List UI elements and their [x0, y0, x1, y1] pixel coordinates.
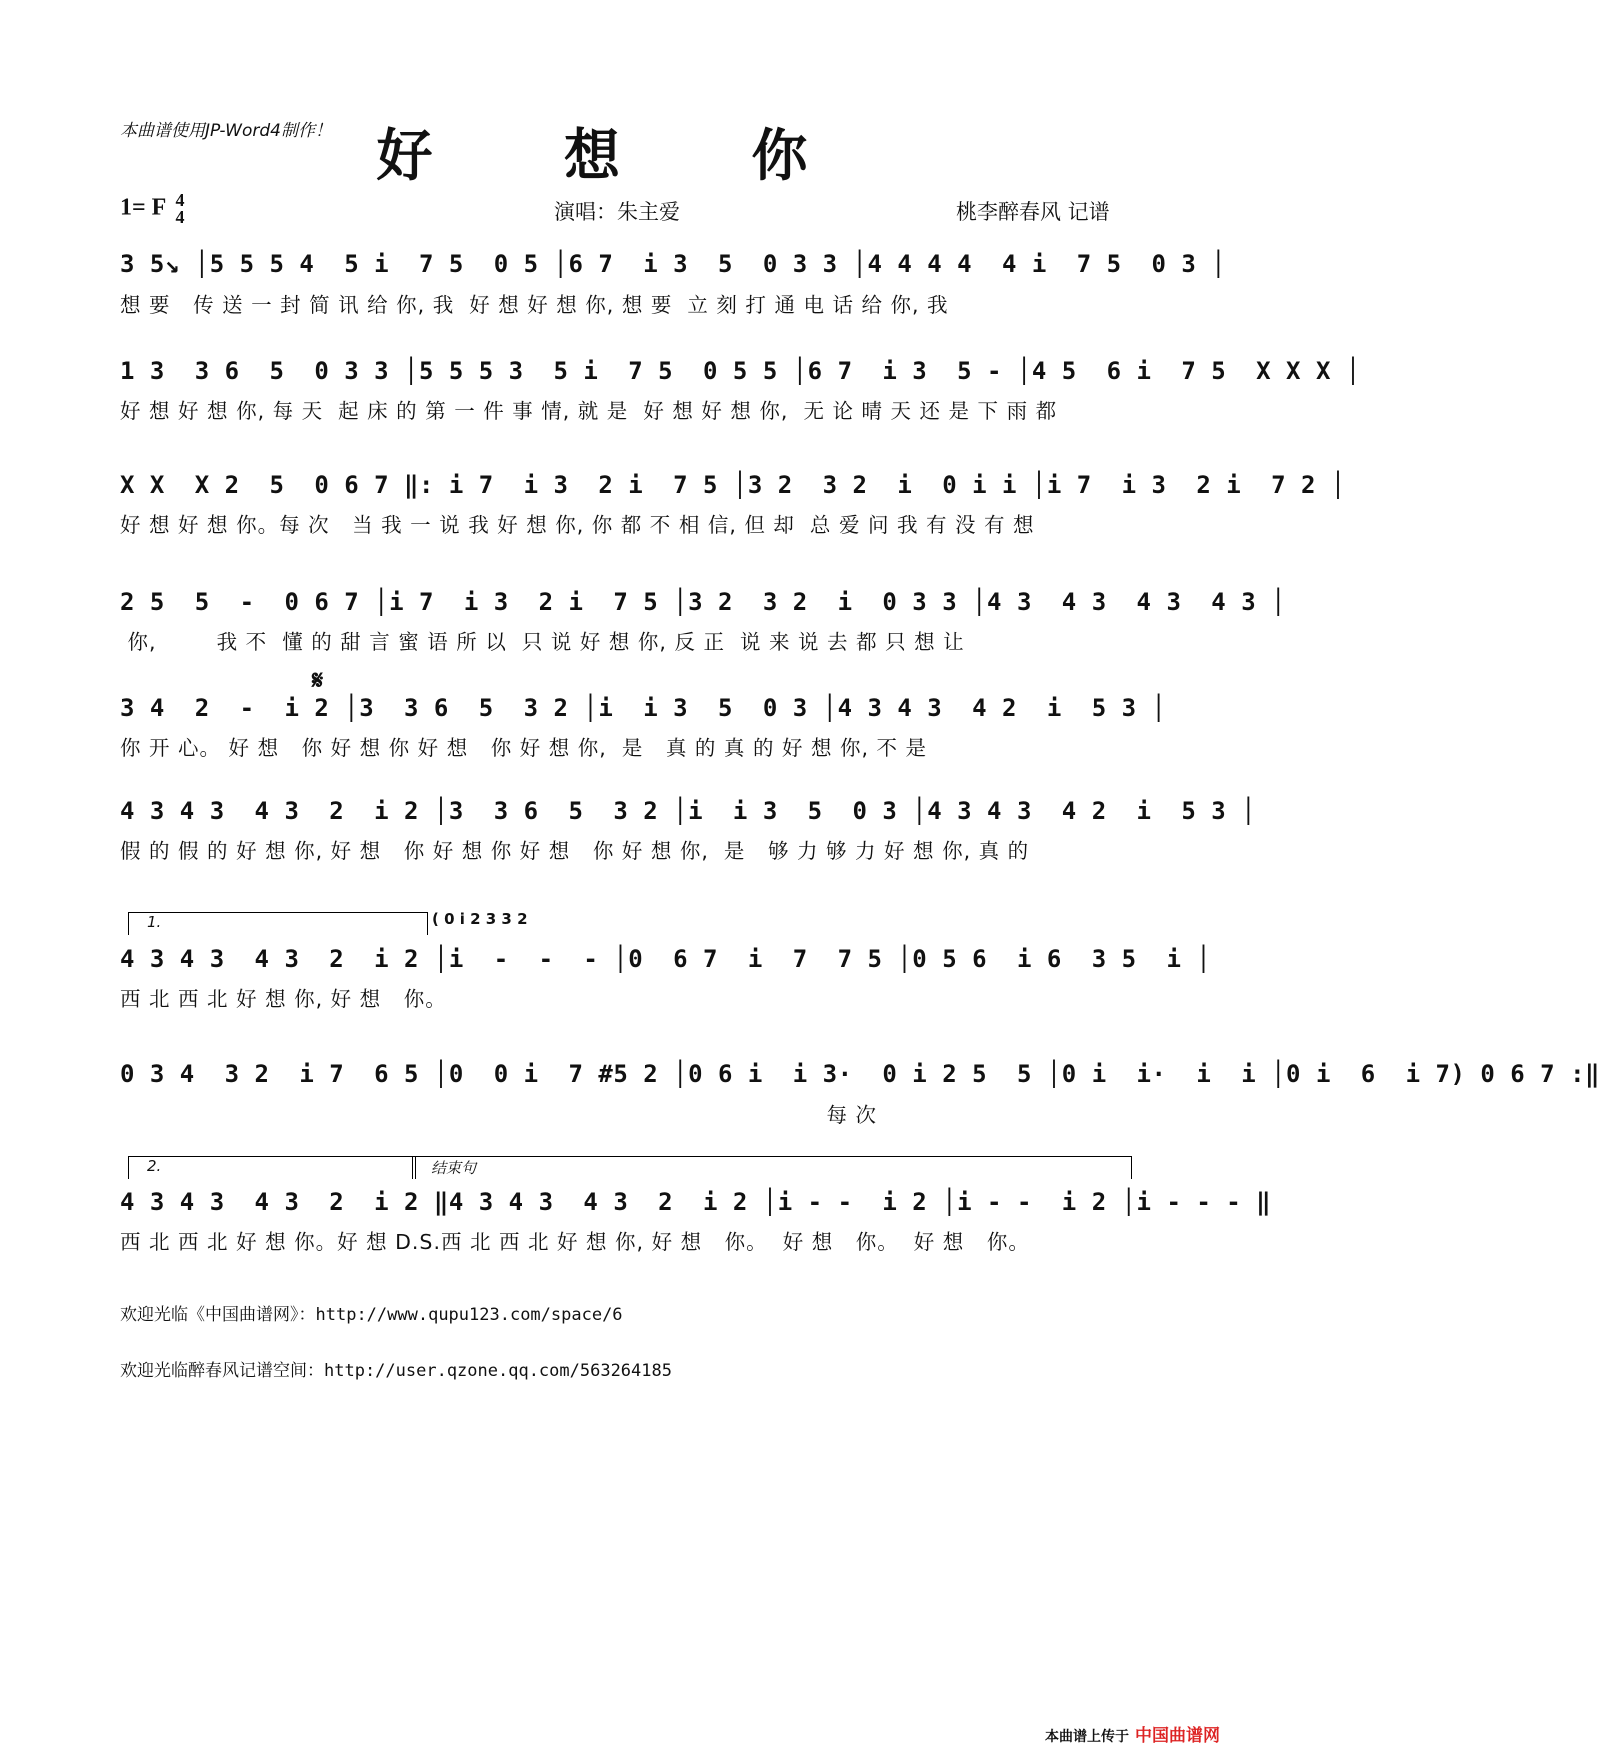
lyric-line-4: 你, 我 不 懂 的 甜 言 蜜 语 所 以 只 说 好 想 你, 反 正 说 来 说 去 都 只 想 让	[120, 630, 965, 654]
lyric-line-1: 想 要 传 送 一 封 简 讯 给 你, 我 好 想 好 想 你, 想 要 立 刻 打 通 电 话 给 你, 我	[120, 293, 949, 317]
footer-link-qzone[interactable]: 欢迎光临醉春风记谱空间：http://user.qzone.qq.com/563264185	[120, 1361, 672, 1381]
volta-1	[128, 912, 428, 935]
key-signature	[120, 192, 184, 226]
time-bottom: 4	[175, 207, 185, 227]
lyric-line-2: 好 想 好 想 你, 每 天 起 床 的 第 一 件 事 情, 就 是 好 想 好 想 你, 无 论 晴 天 还 是 下 雨 都	[120, 399, 1058, 423]
notation-line-3: X X X 2 5 0 6 7 ‖: i 7 i 3 2 i 7 5 │3 2 3 2 i 0 i i │i 7 i 3 2 i 7 2 │	[120, 471, 1346, 499]
brand-logo: 中国曲谱网	[1135, 1726, 1220, 1746]
key-label: 1= F	[120, 194, 166, 221]
lyric-line-5: 你 开 心。 好 想 你 好 想 你 好 想 你 好 想 你, 是 真 的 真 的 好 想 你, 不 是	[120, 736, 928, 760]
notation-line-1: 3 5↘ │5 5 5 4 5 i 7 5 0 5 │6 7 i 3 5 0 3 3 │4 4 4 4 4 i 7 5 0 3 │	[120, 250, 1227, 278]
notation-line-2: 1 3 3 6 5 0 3 3 │5 5 5 3 5 i 7 5 0 5 5 │6 7 i 3 5 - │4 5 6 i 7 5 X X X │	[120, 357, 1361, 385]
notation-line-5: 3 4 2 - i 2 │3 3 6 5 3 2 │i i 3 5 0 3 │4 3 4 3 4 2 i 5 3 │	[120, 694, 1167, 722]
volta-1-label: 1.	[147, 913, 162, 931]
brand-uploaded-text: 本曲谱上传于	[1045, 1729, 1129, 1745]
segno-sign: 𝄋	[312, 666, 324, 696]
notation-line-9: 4 3 4 3 4 3 2 i 2 ‖4 3 4 3 4 3 2 i 2 │i - - i 2 │i - - i 2 │i - - - ‖	[120, 1188, 1272, 1216]
notation-line-4: 2 5 5 - 0 6 7 │i 7 i 3 2 i 7 5 │3 2 3 2 i 0 3 3 │4 3 4 3 4 3 4 3 │	[120, 588, 1287, 616]
notation-line-6: 4 3 4 3 4 3 2 i 2 │3 3 6 5 3 2 │i i 3 5 0 3 │4 3 4 3 4 2 i 5 3 │	[120, 797, 1257, 825]
footer-link-qupu[interactable]: 欢迎光临《中国曲谱网》：http://www.qupu123.com/space/6	[120, 1305, 623, 1325]
lyric-line-9: 西 北 西 北 好 想 你。好 想 D.S.西 北 西 北 好 想 你, 好 想 你。 好 想 你。 好 想 你。	[120, 1230, 1030, 1254]
software-note: 本曲谱使用JP-Word4制作！	[120, 121, 332, 141]
volta-2-label: 2.	[147, 1157, 162, 1175]
volta-2	[128, 1156, 416, 1179]
site-brand	[1045, 1721, 1220, 1746]
ending-label: 结束句	[431, 1159, 477, 1177]
lyric-line-8: 每 次	[120, 1103, 878, 1127]
singer: 演唱：朱主爱	[554, 200, 680, 224]
lyric-line-6: 假 的 假 的 好 想 你, 好 想 你 好 想 你 好 想 你 好 想 你, 是 够 力 够 力 好 想 你, 真 的	[120, 839, 1030, 863]
notation-line-7: 4 3 4 3 4 3 2 i 2 │i - - - │0 6 7 i 7 7 5 │0 5 6 i 6 3 5 i │	[120, 945, 1212, 973]
intro-bracket: ( 0 i 2 3 3 2	[432, 910, 528, 928]
lyric-line-3: 好 想 好 想 你。每 次 当 我 一 说 我 好 想 你, 你 都 不 相 信, 但 却 总 爱 问 我 有 没 有 想	[120, 513, 1035, 537]
lyric-line-7: 西 北 西 北 好 想 你, 好 想 你。	[120, 987, 447, 1011]
song-title: 好 想 你	[376, 123, 864, 189]
time-signature	[175, 192, 184, 226]
time-top: 4	[175, 190, 185, 210]
arranger: 桃李醉春风 记谱	[956, 200, 1110, 224]
notation-line-8: 0 3 4 3 2 i 7 6 5 │0 0 i 7 #5 2 │0 6 i i 3· 0 i 2 5 5 │0 i i· i i │0 i 6 i 7) 0 6 7 :‖	[120, 1060, 1600, 1088]
ending-bracket	[412, 1156, 1132, 1179]
